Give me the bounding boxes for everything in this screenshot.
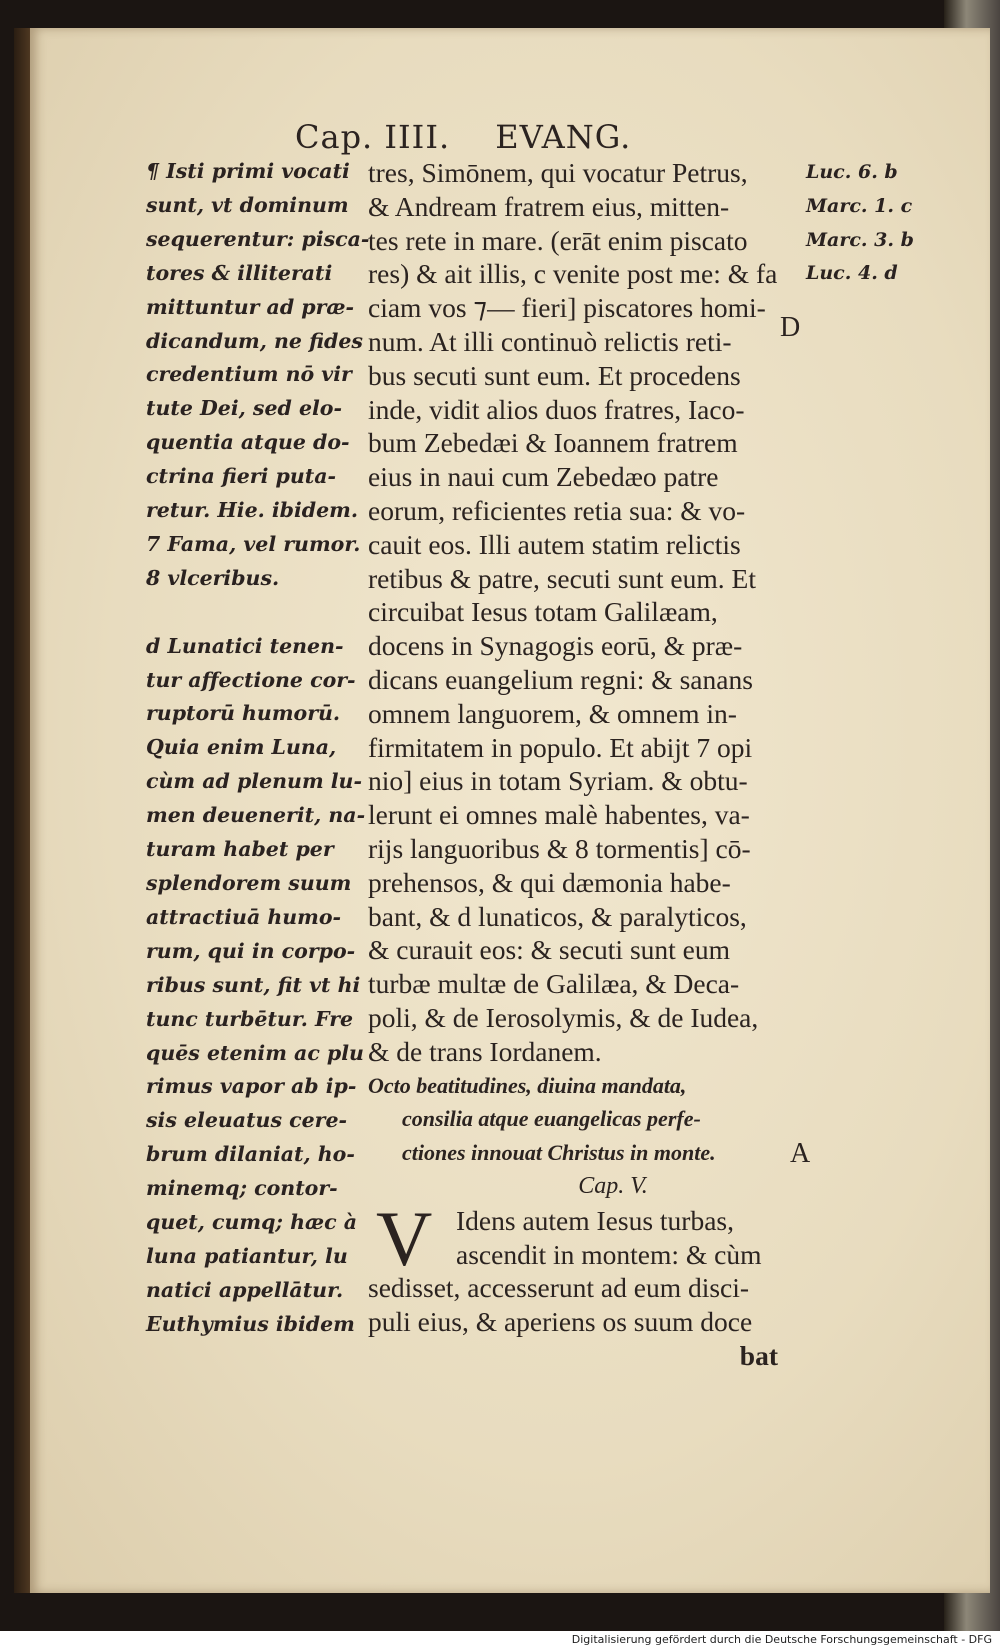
gloss-line: turam habet per bbox=[146, 837, 334, 862]
marginal-gloss bbox=[146, 155, 376, 1342]
text-line: bant, & d lunaticos, & paralyticos, bbox=[368, 900, 747, 932]
text-line: retibus & patre, secuti sunt eum. Et bbox=[368, 562, 756, 594]
gloss-line: rum, qui in corpo- bbox=[146, 938, 356, 963]
text-line: cauit eos. Illi autem statim relictis bbox=[368, 528, 741, 560]
gloss-line: d Lunatici tenen- bbox=[146, 633, 344, 658]
gloss-line: Quia enim Luna, bbox=[146, 735, 337, 760]
catchword: bat bbox=[739, 1339, 778, 1371]
gloss-line: rimus vapor ab ip- bbox=[146, 1074, 357, 1099]
gloss-line: ribus sunt, fit vt hi bbox=[146, 972, 361, 997]
gloss-line: tores & illiterati bbox=[146, 260, 333, 285]
gloss-line: men deuenerit, na- bbox=[146, 803, 366, 828]
gloss-line: dicandum, ne fides bbox=[146, 328, 363, 353]
text-line: Idens autem Iesus turbas, bbox=[456, 1204, 734, 1236]
gloss-line: mittuntur ad præ- bbox=[146, 294, 355, 319]
text-line: ascendit in montem: & cùm bbox=[456, 1238, 762, 1270]
text-line: firmitatem in populo. Et abijt 7 opi bbox=[368, 731, 753, 763]
gloss-line: splendorem suum bbox=[146, 871, 352, 896]
gloss-line: cùm ad plenum lu- bbox=[146, 769, 362, 794]
gloss-line: sequerentur: pisca- bbox=[146, 226, 370, 251]
text-line: tes rete in mare. (erāt enim piscato bbox=[368, 224, 748, 256]
gloss-line: attractiuā humo- bbox=[146, 904, 342, 929]
gloss-line: quet, cumq; hæc à bbox=[146, 1210, 358, 1235]
footer-text: Digitalisierung gefördert durch die Deutsche Forschungsgemeinschaft - DFG bbox=[571, 1633, 992, 1646]
section-marker-d: D bbox=[780, 312, 801, 343]
text-line: res) & ait illis, c venite post me: & fa bbox=[368, 258, 778, 290]
text-line: & de trans Iordanem. bbox=[368, 1035, 602, 1067]
text-line: lerunt ei omnes malè habentes, va- bbox=[368, 799, 750, 831]
gloss-line: ctrina fieri puta- bbox=[146, 464, 337, 489]
gloss-line: luna patiantur, lu bbox=[146, 1243, 348, 1268]
text-line: sedisset, accesserunt ad eum disci- bbox=[368, 1272, 750, 1304]
text-line: bum Zebedæi & Ioannem fratrem bbox=[368, 427, 738, 459]
main-text-column bbox=[368, 156, 818, 1373]
text-line: bus secuti sunt eum. Et procedens bbox=[368, 359, 741, 391]
text-line: puli eius, & aperiens os suum doce bbox=[368, 1306, 753, 1338]
chapter-heading: Cap. V. bbox=[578, 1172, 648, 1199]
text-line: prehensos, & qui dæmonia habe- bbox=[368, 866, 731, 898]
chapter-summary-line: consilia atque euangelicas perfe- bbox=[402, 1106, 701, 1132]
text-line: circuibat Iesus totam Galilæam, bbox=[368, 596, 718, 628]
text-line: ciam vos ⁊— fieri] piscatores homi- bbox=[368, 292, 766, 324]
gloss-line: Euthymius ibidem bbox=[146, 1311, 355, 1336]
gloss-line: sis eleuatus cere- bbox=[146, 1108, 347, 1133]
header-book: EVANG. bbox=[495, 118, 632, 156]
text-line: & Andream fratrem eius, mitten- bbox=[368, 190, 730, 222]
text-line: docens in Synagogis eorū, & præ- bbox=[368, 630, 743, 662]
reference-line: Marc. 3. b bbox=[806, 228, 914, 251]
gloss-line: tur affectione cor- bbox=[146, 667, 356, 692]
gloss-line: 8 vlceribus. bbox=[146, 565, 280, 590]
text-line: tres, Simōnem, qui vocatur Petrus, bbox=[368, 157, 748, 188]
text-line: eorum, reficientes retia sua: & vo- bbox=[368, 494, 746, 526]
text-line: eius in naui cum Zebedæo patre bbox=[368, 461, 719, 493]
reference-line: Marc. 1. c bbox=[806, 194, 913, 217]
reference-line: Luc. 6. b bbox=[806, 161, 898, 183]
header-chapter: Cap. IIII. bbox=[295, 118, 451, 156]
gloss-line: ¶ Isti primi vocati bbox=[146, 159, 350, 183]
cross-references bbox=[806, 156, 916, 291]
gloss-line: retur. Hie. ibidem. bbox=[146, 498, 358, 523]
text-line: num. At illi continuò relictis reti- bbox=[368, 325, 732, 357]
text-line: & curauit eos: & secuti sunt eum bbox=[368, 934, 731, 966]
section-marker-a: A bbox=[790, 1138, 811, 1169]
gloss-line: minemq; contor- bbox=[146, 1176, 338, 1201]
gloss-line: sunt, vt dominum bbox=[146, 192, 349, 217]
text-line: inde, vidit alios duos fratres, Iaco- bbox=[368, 393, 745, 425]
text-line: omnem languorem, & omnem in- bbox=[368, 697, 737, 729]
text-line: nio] eius in totam Syriam. & obtu- bbox=[368, 765, 748, 797]
gloss-line: 7 Fama, vel rumor. bbox=[146, 531, 361, 556]
gloss-line: ruptorū humorū. bbox=[146, 701, 341, 726]
text-line: turbæ multæ de Galilæa, & Deca- bbox=[368, 968, 740, 1000]
text-line: poli, & de Ierosolymis, & de Iudea, bbox=[368, 1001, 759, 1033]
digitization-credit bbox=[0, 1631, 1000, 1649]
gloss-line: quēs etenim ac plu bbox=[146, 1040, 364, 1065]
text-line: rijs languoribus & 8 tormentis] cō- bbox=[368, 832, 751, 864]
gloss-line: tute Dei, sed elo- bbox=[146, 396, 342, 421]
reference-line: Luc. 4. d bbox=[806, 262, 898, 285]
gloss-line: natici appellātur. bbox=[146, 1277, 344, 1302]
chapter-summary-line: Octo beatitudines, diuina mandata, bbox=[368, 1072, 687, 1098]
gloss-line: quentia atque do- bbox=[146, 430, 350, 455]
gloss-line: credentium nō vir bbox=[146, 362, 352, 387]
gloss-line: brum dilaniat, ho- bbox=[146, 1142, 355, 1167]
drop-cap-initial: V bbox=[376, 1194, 433, 1282]
gloss-spacer bbox=[146, 596, 376, 630]
chapter-summary-line: ctiones innouat Christus in monte. bbox=[402, 1140, 716, 1166]
running-header bbox=[295, 118, 665, 156]
text-line: dicans euangelium regni: & sanans bbox=[368, 663, 753, 695]
gloss-line: tunc turbētur. Fre bbox=[146, 1006, 354, 1031]
